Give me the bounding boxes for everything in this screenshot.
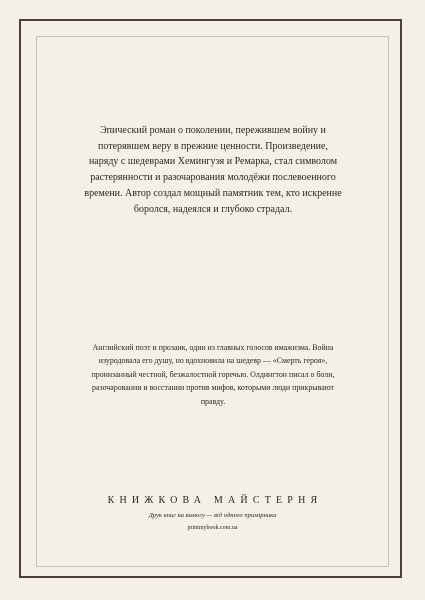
publisher-url[interactable]: printmybook.com.ua	[187, 525, 238, 531]
publisher-name: КНИЖКОВА МАЙСТЕРНЯ	[107, 495, 323, 506]
publisher-block	[36, 494, 389, 533]
book-synopsis: Эпический роман о поколении, пережившем войну и потерявшем веру в прежние ценности. Произведение, наряду с шедеврами Хемингуэя и Ремарка, стал символом растерянности и разочарования молодёжи послевоенного времени. Автор создал мощный памятник тем, кто искренне боролся, надеялся и глубоко страдал.	[84, 125, 342, 215]
publisher-tagline: Друк книг на вимогу — від одного примірника	[148, 512, 277, 519]
inner-border	[36, 36, 389, 567]
author-biography: Английский поэт и прозаик, один из главных голосов имажизма. Война изуродовала его душу, но вдохновила на шедевр — «Смерть героя», пронизанный честной, безжалостной горечью. Олдингтон писал о боли, разочаровании и восстании против мифов, которыми люди прикрывают правду.	[91, 343, 335, 406]
